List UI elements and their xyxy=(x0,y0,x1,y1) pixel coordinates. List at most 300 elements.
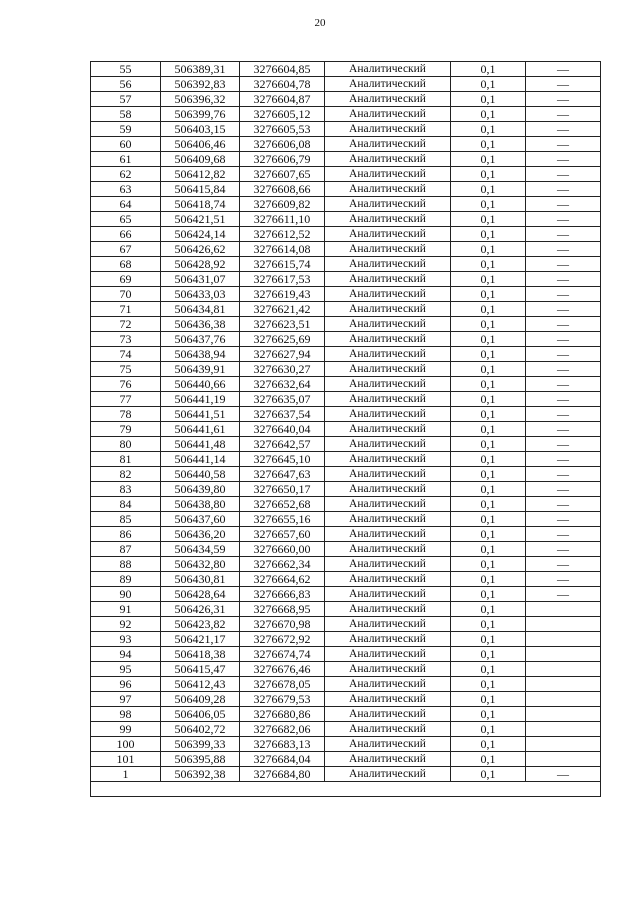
method-cell: Аналитический xyxy=(325,62,451,77)
table-row xyxy=(91,137,601,152)
table-row xyxy=(91,62,601,77)
table-row xyxy=(91,632,601,647)
method-cell: Аналитический xyxy=(325,317,451,332)
point-number-cell: 100 xyxy=(91,737,161,752)
point-number-cell: 57 xyxy=(91,92,161,107)
accuracy-cell: 0,1 xyxy=(451,122,526,137)
accuracy-cell: 0,1 xyxy=(451,557,526,572)
note-cell xyxy=(526,707,601,722)
x-coordinate-cell: 506415,47 xyxy=(161,662,240,677)
note-cell: — xyxy=(526,227,601,242)
method-cell: Аналитический xyxy=(325,392,451,407)
accuracy-cell: 0,1 xyxy=(451,77,526,92)
x-coordinate-cell: 506439,80 xyxy=(161,482,240,497)
table-row xyxy=(91,557,601,572)
x-coordinate-cell: 506441,51 xyxy=(161,407,240,422)
method-cell: Аналитический xyxy=(325,347,451,362)
table-row xyxy=(91,92,601,107)
x-coordinate-cell: 506392,83 xyxy=(161,77,240,92)
point-number-cell: 74 xyxy=(91,347,161,362)
y-coordinate-cell: 3276662,34 xyxy=(240,557,325,572)
x-coordinate-cell: 506403,15 xyxy=(161,122,240,137)
accuracy-cell: 0,1 xyxy=(451,437,526,452)
accuracy-cell: 0,1 xyxy=(451,257,526,272)
y-coordinate-cell: 3276682,06 xyxy=(240,722,325,737)
note-cell: — xyxy=(526,122,601,137)
method-cell: Аналитический xyxy=(325,257,451,272)
note-cell: — xyxy=(526,197,601,212)
point-number-cell: 101 xyxy=(91,752,161,767)
x-coordinate-cell: 506438,94 xyxy=(161,347,240,362)
page-number: 20 xyxy=(314,17,326,29)
y-coordinate-cell: 3276604,87 xyxy=(240,92,325,107)
accuracy-cell: 0,1 xyxy=(451,632,526,647)
y-coordinate-cell: 3276650,17 xyxy=(240,482,325,497)
accuracy-cell: 0,1 xyxy=(451,287,526,302)
method-cell: Аналитический xyxy=(325,212,451,227)
table-row xyxy=(91,737,601,752)
y-coordinate-cell: 3276625,69 xyxy=(240,332,325,347)
method-cell: Аналитический xyxy=(325,617,451,632)
table-row xyxy=(91,662,601,677)
table-row xyxy=(91,242,601,257)
note-cell: — xyxy=(526,152,601,167)
method-cell: Аналитический xyxy=(325,542,451,557)
x-coordinate-cell: 506409,28 xyxy=(161,692,240,707)
note-cell: — xyxy=(526,542,601,557)
table-row xyxy=(91,287,601,302)
point-number-cell: 75 xyxy=(91,362,161,377)
table-row xyxy=(91,332,601,347)
y-coordinate-cell: 3276607,65 xyxy=(240,167,325,182)
table-row xyxy=(91,572,601,587)
method-cell: Аналитический xyxy=(325,302,451,317)
x-coordinate-cell: 506432,80 xyxy=(161,557,240,572)
note-cell: — xyxy=(526,62,601,77)
point-number-cell: 99 xyxy=(91,722,161,737)
point-number-cell: 78 xyxy=(91,407,161,422)
point-number-cell: 81 xyxy=(91,452,161,467)
method-cell: Аналитический xyxy=(325,557,451,572)
accuracy-cell: 0,1 xyxy=(451,197,526,212)
note-cell: — xyxy=(526,182,601,197)
x-coordinate-cell: 506441,61 xyxy=(161,422,240,437)
x-coordinate-cell: 506409,68 xyxy=(161,152,240,167)
point-number-cell: 97 xyxy=(91,692,161,707)
x-coordinate-cell: 506399,76 xyxy=(161,107,240,122)
y-coordinate-cell: 3276645,10 xyxy=(240,452,325,467)
point-number-cell: 68 xyxy=(91,257,161,272)
note-cell: — xyxy=(526,287,601,302)
x-coordinate-cell: 506424,14 xyxy=(161,227,240,242)
x-coordinate-cell: 506406,05 xyxy=(161,707,240,722)
method-cell: Аналитический xyxy=(325,182,451,197)
table-row xyxy=(91,587,601,602)
point-number-cell: 79 xyxy=(91,422,161,437)
method-cell: Аналитический xyxy=(325,287,451,302)
x-coordinate-cell: 506437,76 xyxy=(161,332,240,347)
table-row xyxy=(91,752,601,767)
table-row xyxy=(91,722,601,737)
note-cell: — xyxy=(526,467,601,482)
x-coordinate-cell: 506436,38 xyxy=(161,317,240,332)
note-cell: — xyxy=(526,587,601,602)
method-cell: Аналитический xyxy=(325,467,451,482)
accuracy-cell: 0,1 xyxy=(451,167,526,182)
method-cell: Аналитический xyxy=(325,92,451,107)
x-coordinate-cell: 506437,60 xyxy=(161,512,240,527)
point-number-cell: 56 xyxy=(91,77,161,92)
point-number-cell: 73 xyxy=(91,332,161,347)
y-coordinate-cell: 3276606,79 xyxy=(240,152,325,167)
y-coordinate-cell: 3276640,04 xyxy=(240,422,325,437)
note-cell: — xyxy=(526,377,601,392)
point-number-cell: 71 xyxy=(91,302,161,317)
note-cell: — xyxy=(526,422,601,437)
empty-cell xyxy=(91,782,601,797)
accuracy-cell: 0,1 xyxy=(451,302,526,317)
x-coordinate-cell: 506395,88 xyxy=(161,752,240,767)
point-number-cell: 60 xyxy=(91,137,161,152)
table-row xyxy=(91,167,601,182)
accuracy-cell: 0,1 xyxy=(451,662,526,677)
y-coordinate-cell: 3276678,05 xyxy=(240,677,325,692)
note-cell: — xyxy=(526,482,601,497)
x-coordinate-cell: 506428,64 xyxy=(161,587,240,602)
table-row xyxy=(91,437,601,452)
point-number-cell: 90 xyxy=(91,587,161,602)
accuracy-cell: 0,1 xyxy=(451,482,526,497)
method-cell: Аналитический xyxy=(325,452,451,467)
note-cell xyxy=(526,617,601,632)
method-cell: Аналитический xyxy=(325,662,451,677)
point-number-cell: 76 xyxy=(91,377,161,392)
table-row xyxy=(91,422,601,437)
x-coordinate-cell: 506418,38 xyxy=(161,647,240,662)
table-row xyxy=(91,602,601,617)
x-coordinate-cell: 506433,03 xyxy=(161,287,240,302)
accuracy-cell: 0,1 xyxy=(451,767,526,782)
point-number-cell: 91 xyxy=(91,602,161,617)
note-cell xyxy=(526,647,601,662)
accuracy-cell: 0,1 xyxy=(451,617,526,632)
point-number-cell: 88 xyxy=(91,557,161,572)
table-row xyxy=(91,122,601,137)
point-number-cell: 92 xyxy=(91,617,161,632)
note-cell: — xyxy=(526,557,601,572)
point-number-cell: 62 xyxy=(91,167,161,182)
table-row xyxy=(91,212,601,227)
note-cell xyxy=(526,602,601,617)
y-coordinate-cell: 3276679,53 xyxy=(240,692,325,707)
y-coordinate-cell: 3276652,68 xyxy=(240,497,325,512)
method-cell: Аналитический xyxy=(325,512,451,527)
accuracy-cell: 0,1 xyxy=(451,242,526,257)
table-row xyxy=(91,182,601,197)
table-row xyxy=(91,527,601,542)
y-coordinate-cell: 3276608,66 xyxy=(240,182,325,197)
point-number-cell: 89 xyxy=(91,572,161,587)
y-coordinate-cell: 3276684,80 xyxy=(240,767,325,782)
point-number-cell: 1 xyxy=(91,767,161,782)
y-coordinate-cell: 3276619,43 xyxy=(240,287,325,302)
y-coordinate-cell: 3276684,04 xyxy=(240,752,325,767)
y-coordinate-cell: 3276614,08 xyxy=(240,242,325,257)
x-coordinate-cell: 506406,46 xyxy=(161,137,240,152)
note-cell: — xyxy=(526,272,601,287)
y-coordinate-cell: 3276609,82 xyxy=(240,197,325,212)
method-cell: Аналитический xyxy=(325,497,451,512)
x-coordinate-cell: 506434,59 xyxy=(161,542,240,557)
point-number-cell: 67 xyxy=(91,242,161,257)
table-row xyxy=(91,347,601,362)
accuracy-cell: 0,1 xyxy=(451,212,526,227)
accuracy-cell: 0,1 xyxy=(451,332,526,347)
accuracy-cell: 0,1 xyxy=(451,347,526,362)
y-coordinate-cell: 3276676,46 xyxy=(240,662,325,677)
note-cell: — xyxy=(526,137,601,152)
method-cell: Аналитический xyxy=(325,482,451,497)
note-cell: — xyxy=(526,347,601,362)
method-cell: Аналитический xyxy=(325,332,451,347)
accuracy-cell: 0,1 xyxy=(451,137,526,152)
accuracy-cell: 0,1 xyxy=(451,92,526,107)
method-cell: Аналитический xyxy=(325,272,451,287)
x-coordinate-cell: 506426,31 xyxy=(161,602,240,617)
table-row xyxy=(91,362,601,377)
y-coordinate-cell: 3276670,98 xyxy=(240,617,325,632)
note-cell: — xyxy=(526,572,601,587)
table-row xyxy=(91,317,601,332)
method-cell: Аналитический xyxy=(325,767,451,782)
method-cell: Аналитический xyxy=(325,737,451,752)
y-coordinate-cell: 3276657,60 xyxy=(240,527,325,542)
note-cell: — xyxy=(526,77,601,92)
y-coordinate-cell: 3276604,85 xyxy=(240,62,325,77)
y-coordinate-cell: 3276635,07 xyxy=(240,392,325,407)
table-row xyxy=(91,407,601,422)
accuracy-cell: 0,1 xyxy=(451,497,526,512)
note-cell: — xyxy=(526,527,601,542)
accuracy-cell: 0,1 xyxy=(451,527,526,542)
method-cell: Аналитический xyxy=(325,107,451,122)
x-coordinate-cell: 506389,31 xyxy=(161,62,240,77)
table-row xyxy=(91,107,601,122)
y-coordinate-cell: 3276642,57 xyxy=(240,437,325,452)
table-row xyxy=(91,257,601,272)
accuracy-cell: 0,1 xyxy=(451,452,526,467)
table-row xyxy=(91,152,601,167)
note-cell: — xyxy=(526,317,601,332)
table-row xyxy=(91,617,601,632)
note-cell: — xyxy=(526,362,601,377)
method-cell: Аналитический xyxy=(325,407,451,422)
table-row xyxy=(91,497,601,512)
method-cell: Аналитический xyxy=(325,362,451,377)
x-coordinate-cell: 506421,17 xyxy=(161,632,240,647)
x-coordinate-cell: 506430,81 xyxy=(161,572,240,587)
point-number-cell: 64 xyxy=(91,197,161,212)
note-cell: — xyxy=(526,107,601,122)
x-coordinate-cell: 506439,91 xyxy=(161,362,240,377)
point-number-cell: 65 xyxy=(91,212,161,227)
x-coordinate-cell: 506421,51 xyxy=(161,212,240,227)
y-coordinate-cell: 3276668,95 xyxy=(240,602,325,617)
accuracy-cell: 0,1 xyxy=(451,317,526,332)
x-coordinate-cell: 506412,43 xyxy=(161,677,240,692)
accuracy-cell: 0,1 xyxy=(451,722,526,737)
point-number-cell: 77 xyxy=(91,392,161,407)
y-coordinate-cell: 3276666,83 xyxy=(240,587,325,602)
note-cell xyxy=(526,737,601,752)
point-number-cell: 69 xyxy=(91,272,161,287)
table-row xyxy=(91,197,601,212)
note-cell: — xyxy=(526,767,601,782)
method-cell: Аналитический xyxy=(325,227,451,242)
method-cell: Аналитический xyxy=(325,632,451,647)
accuracy-cell: 0,1 xyxy=(451,272,526,287)
accuracy-cell: 0,1 xyxy=(451,707,526,722)
accuracy-cell: 0,1 xyxy=(451,107,526,122)
y-coordinate-cell: 3276637,54 xyxy=(240,407,325,422)
note-cell xyxy=(526,752,601,767)
y-coordinate-cell: 3276660,00 xyxy=(240,542,325,557)
note-cell xyxy=(526,677,601,692)
point-number-cell: 96 xyxy=(91,677,161,692)
point-number-cell: 63 xyxy=(91,182,161,197)
x-coordinate-cell: 506431,07 xyxy=(161,272,240,287)
y-coordinate-cell: 3276612,52 xyxy=(240,227,325,242)
y-coordinate-cell: 3276632,64 xyxy=(240,377,325,392)
y-coordinate-cell: 3276655,16 xyxy=(240,512,325,527)
x-coordinate-cell: 506426,62 xyxy=(161,242,240,257)
y-coordinate-cell: 3276672,92 xyxy=(240,632,325,647)
table-row xyxy=(91,77,601,92)
x-coordinate-cell: 506412,82 xyxy=(161,167,240,182)
accuracy-cell: 0,1 xyxy=(451,587,526,602)
method-cell: Аналитический xyxy=(325,122,451,137)
accuracy-cell: 0,1 xyxy=(451,737,526,752)
point-number-cell: 80 xyxy=(91,437,161,452)
table-row xyxy=(91,392,601,407)
coordinates-table-body xyxy=(91,62,601,797)
y-coordinate-cell: 3276623,51 xyxy=(240,317,325,332)
accuracy-cell: 0,1 xyxy=(451,602,526,617)
accuracy-cell: 0,1 xyxy=(451,362,526,377)
y-coordinate-cell: 3276683,13 xyxy=(240,737,325,752)
y-coordinate-cell: 3276674,74 xyxy=(240,647,325,662)
method-cell: Аналитический xyxy=(325,677,451,692)
x-coordinate-cell: 506428,92 xyxy=(161,257,240,272)
table-row xyxy=(91,767,601,782)
point-number-cell: 95 xyxy=(91,662,161,677)
point-number-cell: 61 xyxy=(91,152,161,167)
method-cell: Аналитический xyxy=(325,437,451,452)
x-coordinate-cell: 506438,80 xyxy=(161,497,240,512)
table-row xyxy=(91,272,601,287)
note-cell: — xyxy=(526,167,601,182)
method-cell: Аналитический xyxy=(325,242,451,257)
y-coordinate-cell: 3276605,12 xyxy=(240,107,325,122)
accuracy-cell: 0,1 xyxy=(451,692,526,707)
x-coordinate-cell: 506440,58 xyxy=(161,467,240,482)
table-row xyxy=(91,692,601,707)
y-coordinate-cell: 3276605,53 xyxy=(240,122,325,137)
method-cell: Аналитический xyxy=(325,707,451,722)
y-coordinate-cell: 3276606,08 xyxy=(240,137,325,152)
y-coordinate-cell: 3276615,74 xyxy=(240,257,325,272)
accuracy-cell: 0,1 xyxy=(451,227,526,242)
point-number-cell: 86 xyxy=(91,527,161,542)
x-coordinate-cell: 506396,32 xyxy=(161,92,240,107)
note-cell: — xyxy=(526,92,601,107)
x-coordinate-cell: 506440,66 xyxy=(161,377,240,392)
note-cell: — xyxy=(526,437,601,452)
point-number-cell: 59 xyxy=(91,122,161,137)
note-cell: — xyxy=(526,242,601,257)
point-number-cell: 72 xyxy=(91,317,161,332)
note-cell: — xyxy=(526,257,601,272)
method-cell: Аналитический xyxy=(325,692,451,707)
table-row xyxy=(91,377,601,392)
point-number-cell: 84 xyxy=(91,497,161,512)
accuracy-cell: 0,1 xyxy=(451,677,526,692)
accuracy-cell: 0,1 xyxy=(451,182,526,197)
x-coordinate-cell: 506436,20 xyxy=(161,527,240,542)
note-cell xyxy=(526,692,601,707)
table-row xyxy=(91,452,601,467)
y-coordinate-cell: 3276611,10 xyxy=(240,212,325,227)
point-number-cell: 93 xyxy=(91,632,161,647)
method-cell: Аналитический xyxy=(325,377,451,392)
point-number-cell: 85 xyxy=(91,512,161,527)
y-coordinate-cell: 3276627,94 xyxy=(240,347,325,362)
method-cell: Аналитический xyxy=(325,602,451,617)
method-cell: Аналитический xyxy=(325,137,451,152)
method-cell: Аналитический xyxy=(325,587,451,602)
table-row xyxy=(91,647,601,662)
x-coordinate-cell: 506399,33 xyxy=(161,737,240,752)
point-number-cell: 66 xyxy=(91,227,161,242)
y-coordinate-cell: 3276617,53 xyxy=(240,272,325,287)
accuracy-cell: 0,1 xyxy=(451,542,526,557)
accuracy-cell: 0,1 xyxy=(451,647,526,662)
method-cell: Аналитический xyxy=(325,197,451,212)
table-row xyxy=(91,227,601,242)
table-row xyxy=(91,677,601,692)
note-cell xyxy=(526,662,601,677)
x-coordinate-cell: 506402,72 xyxy=(161,722,240,737)
accuracy-cell: 0,1 xyxy=(451,62,526,77)
accuracy-cell: 0,1 xyxy=(451,512,526,527)
accuracy-cell: 0,1 xyxy=(451,407,526,422)
method-cell: Аналитический xyxy=(325,572,451,587)
x-coordinate-cell: 506415,84 xyxy=(161,182,240,197)
note-cell: — xyxy=(526,212,601,227)
note-cell: — xyxy=(526,302,601,317)
x-coordinate-cell: 506423,82 xyxy=(161,617,240,632)
method-cell: Аналитический xyxy=(325,752,451,767)
accuracy-cell: 0,1 xyxy=(451,422,526,437)
x-coordinate-cell: 506418,74 xyxy=(161,197,240,212)
y-coordinate-cell: 3276680,86 xyxy=(240,707,325,722)
point-number-cell: 58 xyxy=(91,107,161,122)
method-cell: Аналитический xyxy=(325,527,451,542)
table-row xyxy=(91,542,601,557)
x-coordinate-cell: 506441,48 xyxy=(161,437,240,452)
point-number-cell: 83 xyxy=(91,482,161,497)
method-cell: Аналитический xyxy=(325,647,451,662)
